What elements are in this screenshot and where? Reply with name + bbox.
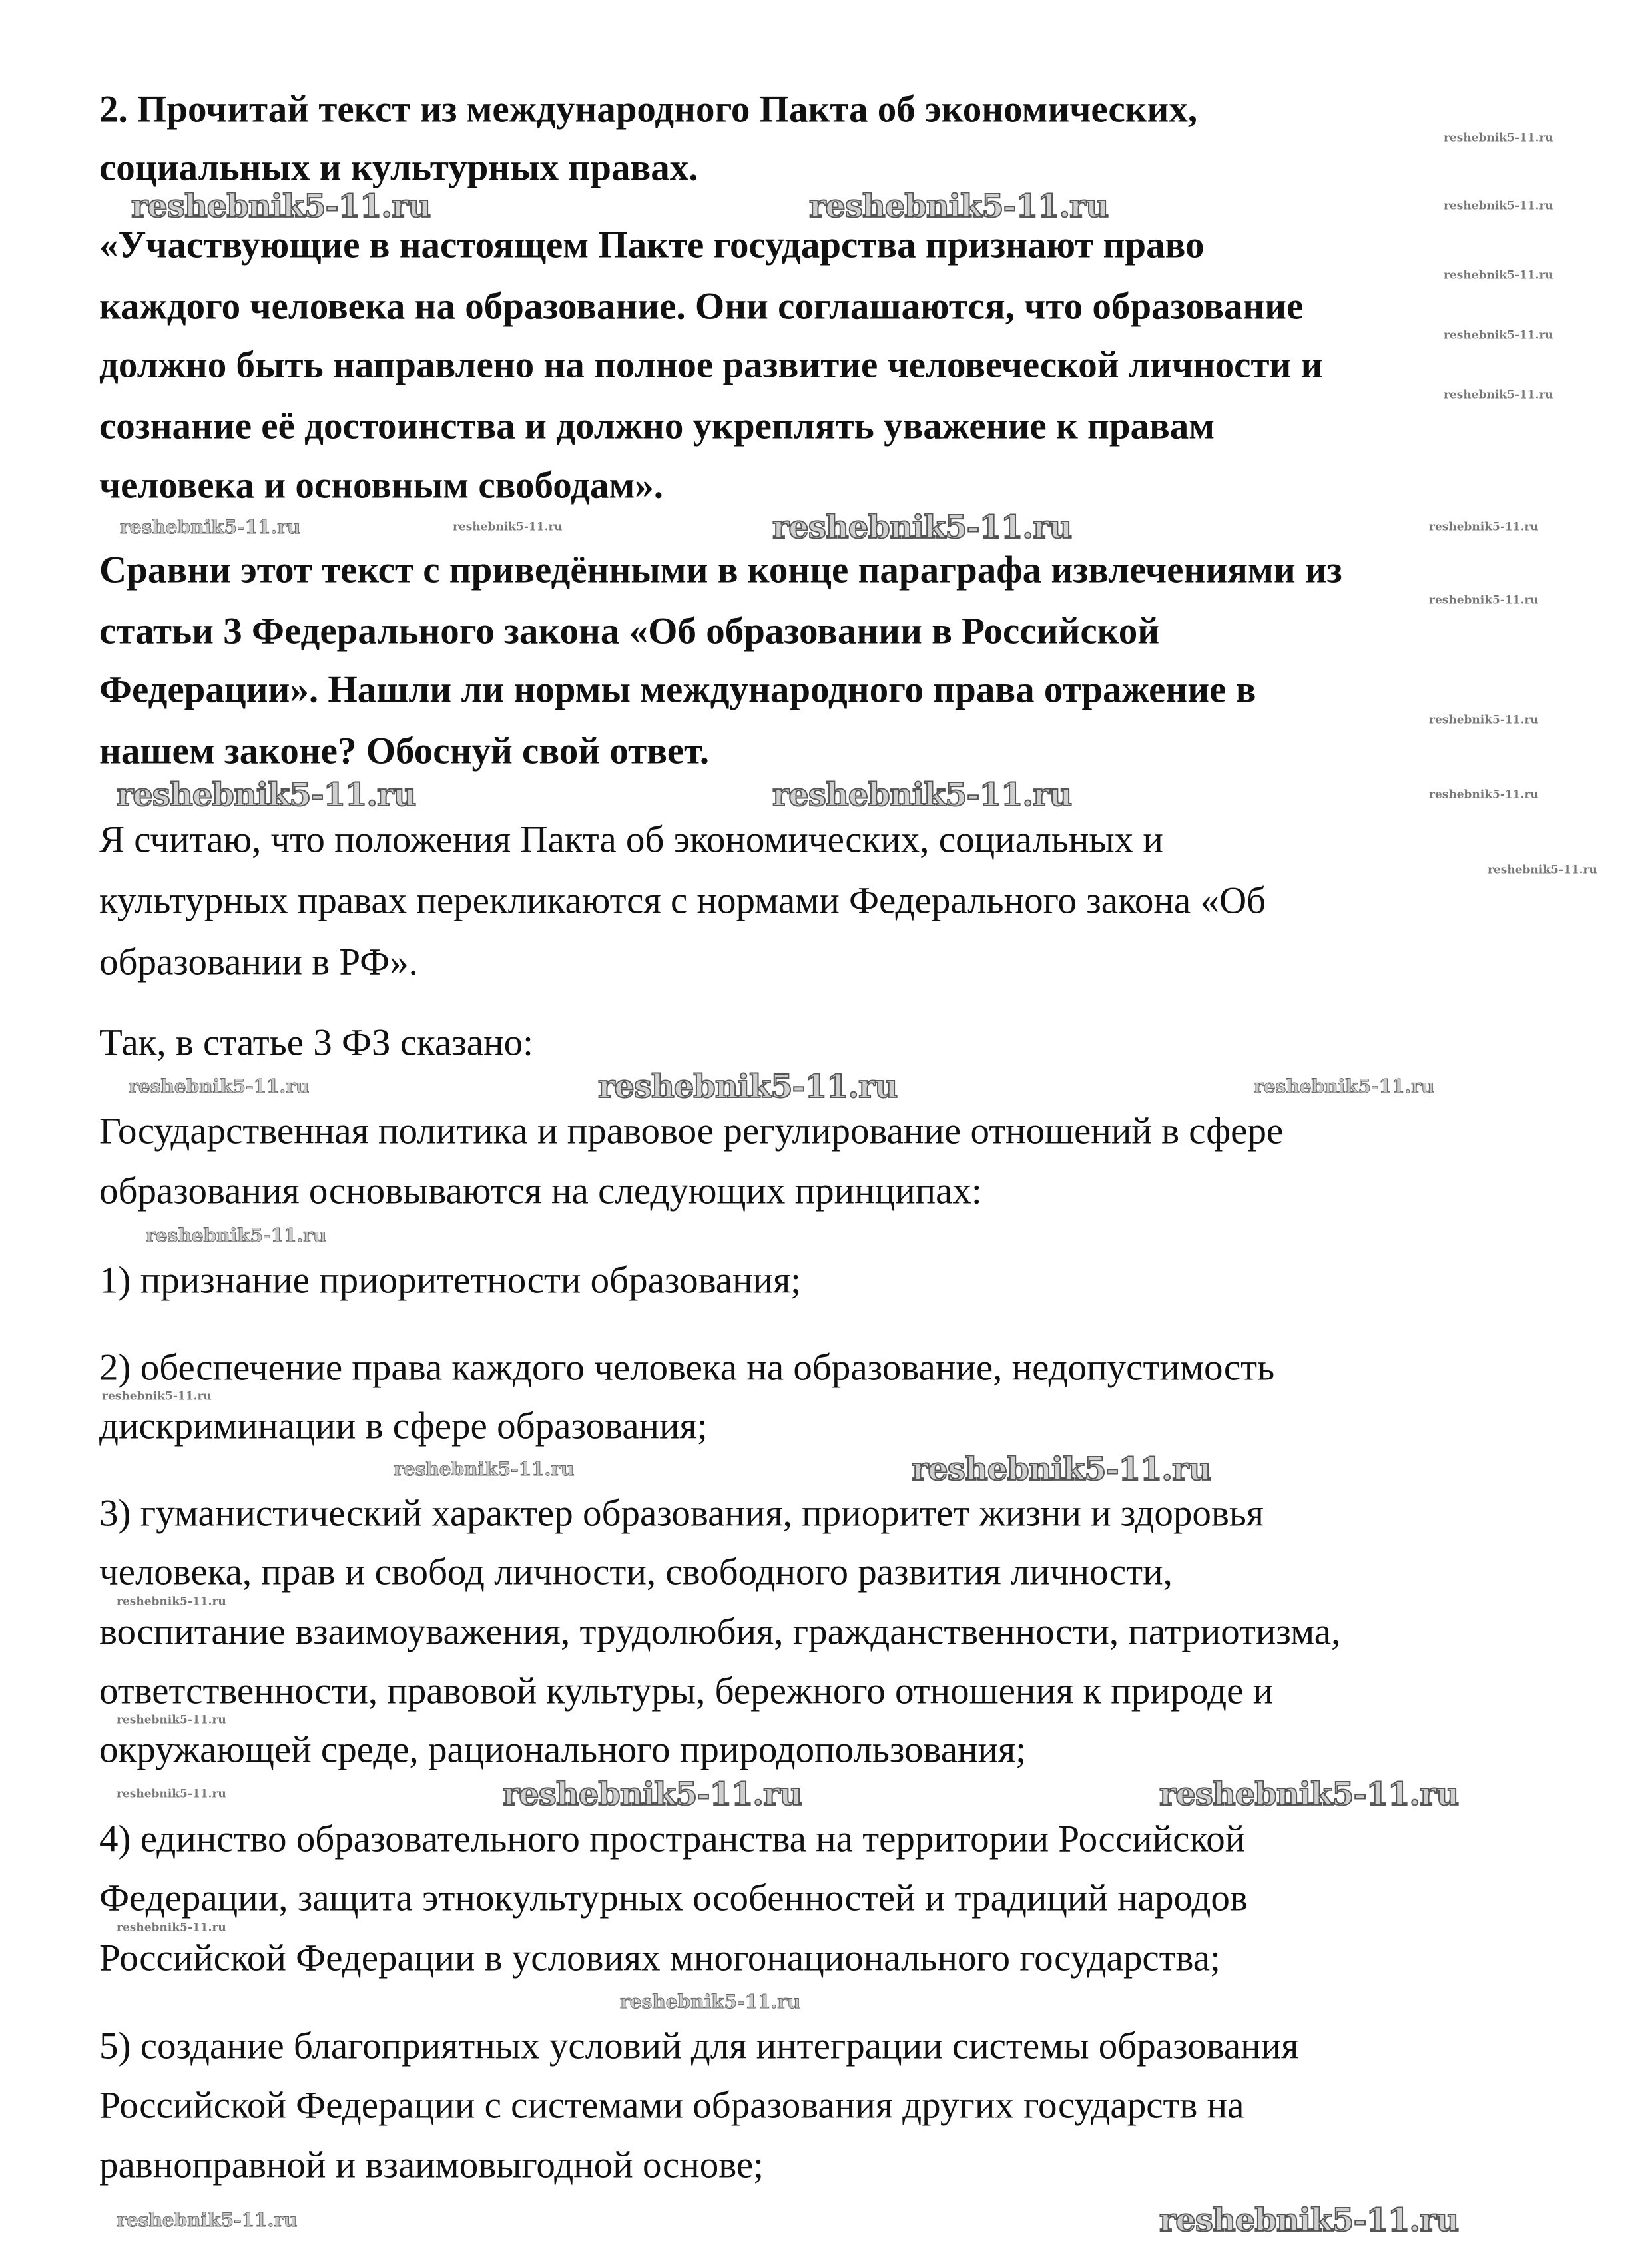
watermark: reshebnik5-11.ru [1429,713,1539,727]
watermark: reshebnik5-11.ru [394,1458,575,1480]
watermark: reshebnik5-11.ru [1159,2202,1459,2239]
watermark: reshebnik5-11.ru [1444,268,1553,282]
watermark: reshebnik5-11.ru [598,1068,898,1105]
watermark: reshebnik5-11.ru [772,509,1072,546]
watermark: reshebnik5-11.ru [146,1224,327,1246]
watermark: reshebnik5-11.ru [117,1595,226,1609]
watermark: reshebnik5-11.ru [129,1075,310,1097]
watermark: reshebnik5-11.ru [1444,131,1553,145]
watermark: reshebnik5-11.ru [503,1776,802,1813]
task-line: 2. Прочитай текст из международного Пакта об экономических, [99,88,1198,130]
answer-line: Государственная политика и правовое регулирование отношений в сфере [99,1110,1284,1152]
watermark: reshebnik5-11.ru [1488,863,1597,877]
task-quote-line: «Участвующие в настоящем Пакте государства признают право [99,224,1205,266]
task-quote-line: сознание её достоинства и должно укреплять уважение к правам [99,405,1215,447]
task-line: социальных и культурных правах. [99,146,698,189]
watermark: reshebnik5-11.ru [772,776,1072,814]
watermark: reshebnik5-11.ru [1254,1075,1435,1097]
watermark: reshebnik5-11.ru [1429,788,1539,802]
principle-4: Российской Федерации в условиях многонационального государства; [99,1937,1221,1979]
watermark: reshebnik5-11.ru [912,1451,1211,1488]
task-question-line: нашем законе? Обоснуй свой ответ. [99,730,710,772]
principle-4: Федерации, защита этнокультурных особенностей и традиций народов [99,1877,1248,1919]
principle-2: 2) обеспечение права каждого человека на образование, недопустимость [99,1346,1275,1389]
watermark: reshebnik5-11.ru [120,516,301,538]
task-question-line: Сравни этот текст с приведёнными в конце параграфа извлечениями из [99,549,1342,591]
watermark: reshebnik5-11.ru [1159,1776,1459,1813]
watermark: reshebnik5-11.ru [809,188,1109,225]
watermark: reshebnik5-11.ru [620,1991,801,2013]
watermark: reshebnik5-11.ru [1429,593,1539,607]
watermark: reshebnik5-11.ru [131,188,431,225]
principle-2: дискриминации в сфере образования; [99,1405,708,1447]
task-question-line: статьи 3 Федерального закона «Об образовании в Российской [99,610,1160,652]
principle-4: 4) единство образовательного пространства на территории Российской [99,1818,1246,1860]
watermark: reshebnik5-11.ru [1444,388,1553,402]
watermark: reshebnik5-11.ru [1444,199,1553,213]
task-quote-line: должно быть направлено на полное развитие человеческой личности и [99,344,1323,386]
task-quote-line: человека и основным свободам». [99,464,664,507]
answer-line: Я считаю, что положения Пакта об экономических, социальных и [99,818,1163,861]
principle-3: ответственности, правовой культуры, бережного отношения к природе и [99,1670,1274,1712]
watermark: reshebnik5-11.ru [102,1389,212,1403]
principle-3: воспитание взаимоуважения, трудолюбия, гражданственности, патриотизма, [99,1611,1341,1653]
principle-5: Российской Федерации с системами образования других государств на [99,2084,1244,2127]
principle-5: равноправной и взаимовыгодной основе; [99,2144,764,2186]
watermark: reshebnik5-11.ru [453,520,563,534]
task-question-line: Федерации». Нашли ли нормы международного права отражение в [99,668,1256,711]
watermark: reshebnik5-11.ru [117,776,416,814]
principle-1: 1) признание приоритетности образования; [99,1259,802,1302]
principle-3: 3) гуманистический характер образования, приоритет жизни и здоровья [99,1492,1264,1535]
watermark: reshebnik5-11.ru [117,1921,226,1935]
principle-3: окружающей среде, рационального природопользования; [99,1728,1027,1771]
watermark: reshebnik5-11.ru [117,2209,298,2231]
principle-3: человека, прав и свобод личности, свободного развития личности, [99,1551,1173,1593]
principle-5: 5) создание благоприятных условий для интеграции системы образования [99,2025,1299,2067]
answer-line: культурных правах перекликаются с нормами Федерального закона «Об [99,879,1266,922]
watermark: reshebnik5-11.ru [1444,328,1553,342]
task-quote-line: каждого человека на образование. Они соглашаются, что образование [99,285,1304,328]
answer-line: образования основываются на следующих принципах: [99,1170,982,1212]
answer-line: образовании в РФ». [99,941,418,983]
answer-line: Так, в статье 3 ФЗ сказано: [99,1021,533,1064]
watermark: reshebnik5-11.ru [117,1713,226,1727]
watermark: reshebnik5-11.ru [1429,520,1539,534]
watermark: reshebnik5-11.ru [117,1787,226,1801]
